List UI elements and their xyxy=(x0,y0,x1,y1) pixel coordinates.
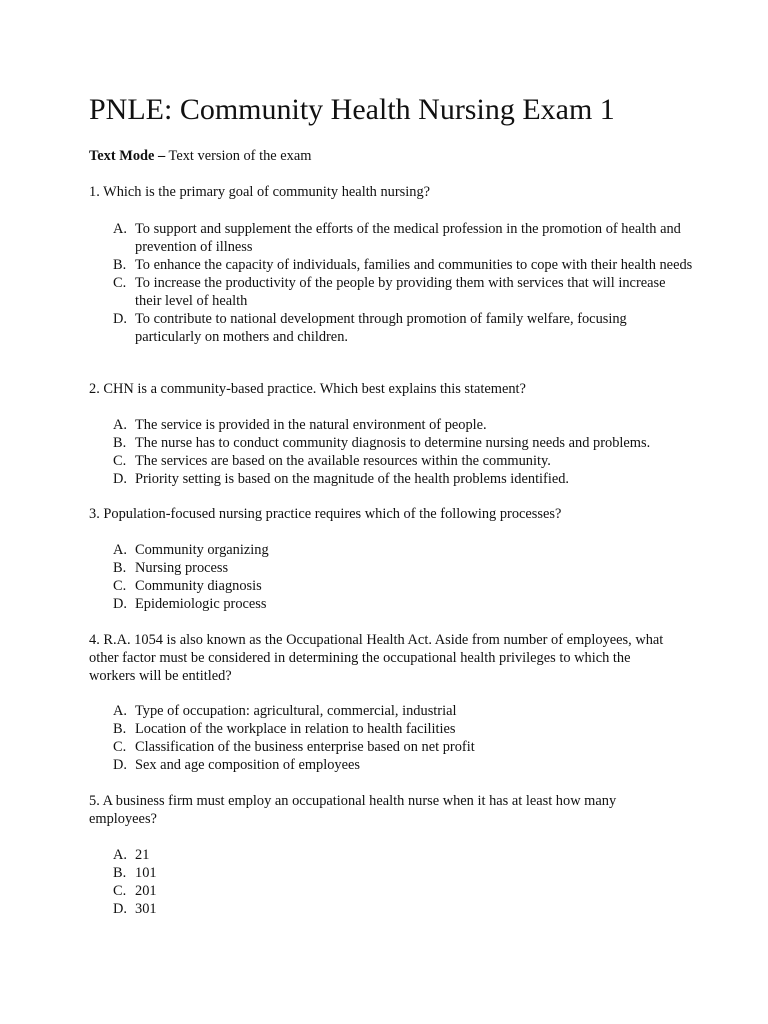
question-4-option-c xyxy=(113,738,693,756)
question-2-options xyxy=(113,416,693,488)
option-text: 201 xyxy=(135,883,157,899)
option-letter: A. xyxy=(113,417,127,433)
question-5-options xyxy=(113,846,693,918)
option-text: 301 xyxy=(135,901,157,917)
option-text: To increase the productivity of the people by providing them with services that will increase their level of health xyxy=(135,275,666,309)
option-letter: D. xyxy=(113,311,127,327)
option-letter: C. xyxy=(113,883,127,899)
option-letter: A. xyxy=(113,703,127,719)
question-2-option-d xyxy=(113,470,693,488)
option-text: To contribute to national development through promotion of family welfare, focusing particularly on mothers and children. xyxy=(135,311,627,345)
option-text: The services are based on the available resources within the community. xyxy=(135,453,551,469)
question-5-option-d xyxy=(113,900,693,918)
option-letter: B. xyxy=(113,257,127,273)
option-text: Classification of the business enterprise based on net profit xyxy=(135,739,475,755)
option-letter: A. xyxy=(113,847,127,863)
option-text: The service is provided in the natural environment of people. xyxy=(135,417,487,433)
question-2-text: 2. CHN is a community-based practice. Which best explains this statement? xyxy=(89,381,526,397)
question-1-option-d xyxy=(113,310,693,346)
question-4-option-b xyxy=(113,720,693,738)
option-letter: D. xyxy=(113,757,127,773)
option-text: Sex and age composition of employees xyxy=(135,757,361,773)
question-3-option-b xyxy=(113,559,693,577)
option-text: Community diagnosis xyxy=(135,578,262,594)
question-2-option-b xyxy=(113,434,693,452)
question-1-text: 1. Which is the primary goal of community health nursing? xyxy=(89,184,431,200)
option-letter: A. xyxy=(113,221,127,237)
question-2-option-c xyxy=(113,452,693,470)
mode-label: Text Mode – xyxy=(89,148,166,164)
question-4-text: 4. R.A. 1054 is also known as the Occupational Health Act. Aside from number of employees, what other factor must be considered in determining the occupational health privileges to which the workers will be entitled? xyxy=(89,632,664,684)
option-letter: C. xyxy=(113,578,127,594)
question-3-option-d xyxy=(113,595,693,613)
question-3-text: 3. Population-focused nursing practice requires which of the following processes? xyxy=(89,506,562,522)
question-1-option-a xyxy=(113,220,693,256)
option-letter: D. xyxy=(113,901,127,917)
option-letter: D. xyxy=(113,471,127,487)
question-3-option-a xyxy=(113,541,693,559)
question-1-option-b xyxy=(113,256,693,274)
question-5-option-b xyxy=(113,864,693,882)
question-5-text: 5. A business firm must employ an occupational health nurse when it has at least how many employees? xyxy=(89,793,617,827)
option-letter: B. xyxy=(113,560,127,576)
question-4-option-a xyxy=(113,702,693,720)
option-text: Nursing process xyxy=(135,560,229,576)
question-1-options xyxy=(113,220,693,346)
option-text: Location of the workplace in relation to health facilities xyxy=(135,721,456,737)
option-letter: D. xyxy=(113,596,127,612)
question-4-option-d xyxy=(113,756,693,774)
option-text: Epidemiologic process xyxy=(135,596,267,612)
option-letter: B. xyxy=(113,435,127,451)
option-text: Priority setting is based on the magnitude of the health problems identified. xyxy=(135,471,570,487)
option-letter: C. xyxy=(113,453,127,469)
question-5-option-a xyxy=(113,846,693,864)
question-1-option-c xyxy=(113,274,693,310)
mode-description: Text version of the exam xyxy=(165,148,312,164)
option-text: 101 xyxy=(135,865,157,881)
option-text: Community organizing xyxy=(135,542,269,558)
page-title: PNLE: Community Health Nursing Exam 1 xyxy=(89,93,615,126)
question-5-option-c xyxy=(113,882,693,900)
option-letter: B. xyxy=(113,865,127,881)
option-text: 21 xyxy=(135,847,150,863)
question-3-option-c xyxy=(113,577,693,595)
option-letter: B. xyxy=(113,721,127,737)
option-letter: A. xyxy=(113,542,127,558)
option-text: To support and supplement the efforts of the medical profession in the promotion of health and prevention of illness xyxy=(135,221,681,255)
option-text: Type of occupation: agricultural, commercial, industrial xyxy=(135,703,457,719)
question-2-option-a xyxy=(113,416,693,434)
mode-line xyxy=(89,147,311,165)
option-text: To enhance the capacity of individuals, families and communities to cope with their health needs xyxy=(135,257,693,273)
option-letter: C. xyxy=(113,275,127,291)
option-text: The nurse has to conduct community diagnosis to determine nursing needs and problems. xyxy=(135,435,651,451)
option-letter: C. xyxy=(113,739,127,755)
question-4-options xyxy=(113,702,693,774)
question-3-options xyxy=(113,541,693,613)
